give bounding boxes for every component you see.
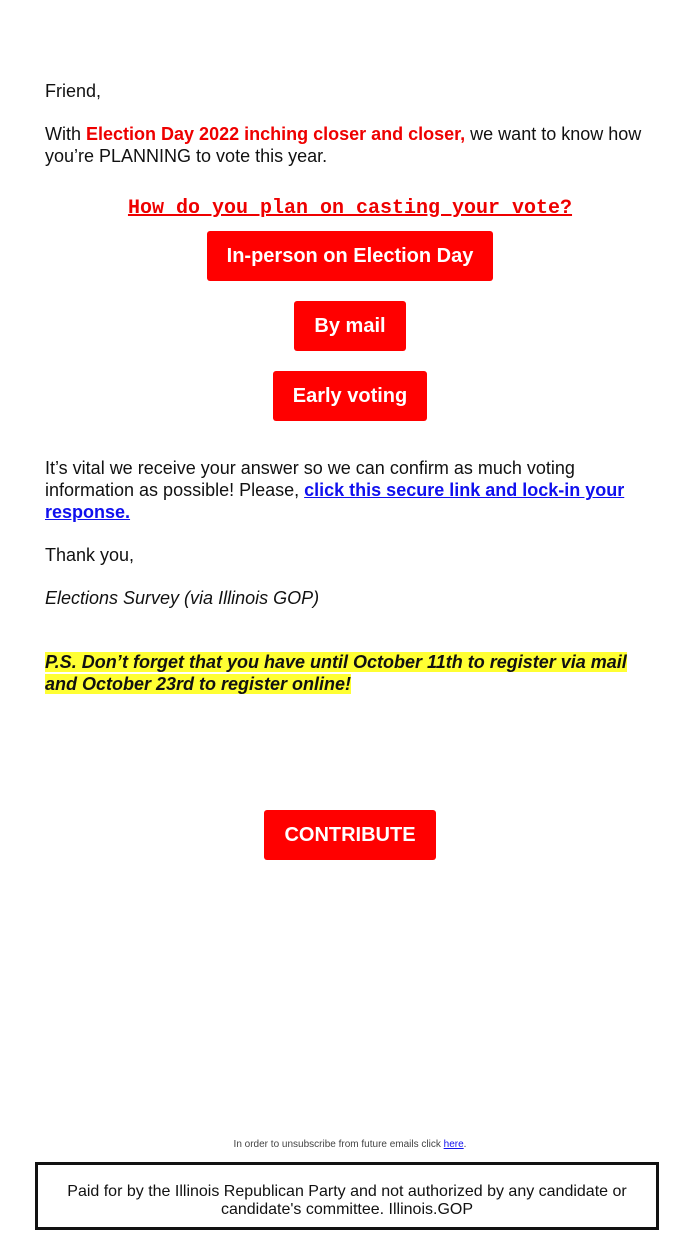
in-person-button[interactable]: In-person on Election Day bbox=[207, 231, 494, 281]
contribute-button[interactable]: CONTRIBUTE bbox=[264, 810, 435, 860]
unsubscribe-text: In order to unsubscribe from future emails click bbox=[233, 1139, 444, 1150]
intro-highlight: Election Day 2022 inching closer and closer, bbox=[86, 124, 466, 144]
contribute-row bbox=[0, 810, 700, 860]
secure-link[interactable]: click this secure link and lock-in your response. bbox=[45, 480, 625, 522]
vital-text: It’s vital we receive your answer so we can confirm as much voting information as possible! Please, bbox=[45, 458, 575, 500]
unsubscribe-end: . bbox=[463, 1139, 467, 1150]
closing-section bbox=[45, 457, 655, 695]
vital-paragraph bbox=[45, 457, 655, 523]
intro-text-start: With bbox=[45, 124, 87, 144]
ps-paragraph bbox=[45, 651, 655, 695]
by-mail-button[interactable]: By mail bbox=[294, 301, 405, 351]
paid-for-box bbox=[35, 1162, 659, 1230]
intro-paragraph bbox=[45, 123, 655, 167]
ps-highlight: P.S. Don’t forget that you have until October 11th to register via mail and October 23rd to register online! bbox=[45, 652, 627, 694]
greeting: Friend, bbox=[45, 81, 102, 101]
thanks-line: Thank you, bbox=[45, 545, 135, 565]
signature: Elections Survey (via Illinois GOP) bbox=[45, 588, 320, 608]
survey-question[interactable]: How do you plan on casting your vote? bbox=[127, 197, 573, 220]
option-row-in-person bbox=[45, 231, 655, 281]
option-row-by-mail bbox=[45, 301, 655, 351]
email-body bbox=[45, 80, 655, 695]
unsubscribe-link[interactable]: here bbox=[443, 1139, 464, 1150]
intro-text-end: we want to know how you’re PLANNING to vote this year. bbox=[45, 124, 642, 166]
option-row-early-voting bbox=[45, 371, 655, 421]
paid-for-disclaimer: Paid for by the Illinois Republican Party and not authorized by any candidate or candidate's committee. Illinois.GOP bbox=[67, 1183, 627, 1218]
unsubscribe-line bbox=[0, 1139, 700, 1151]
early-voting-button[interactable]: Early voting bbox=[273, 371, 427, 421]
